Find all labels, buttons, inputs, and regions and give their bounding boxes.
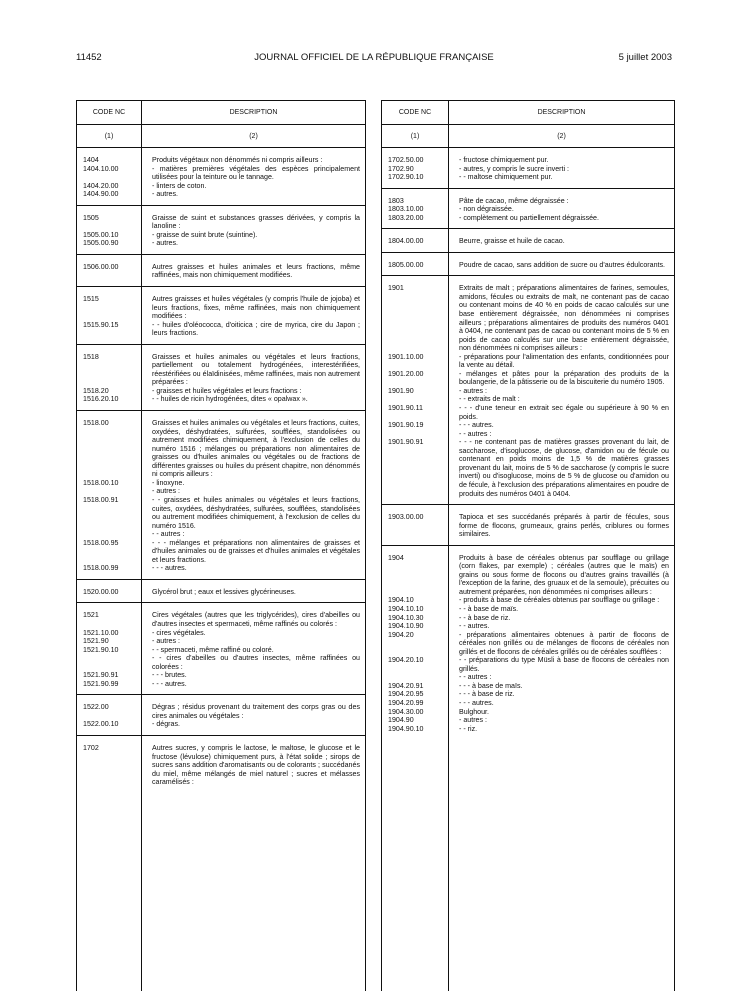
table-row (382, 682, 674, 691)
description-cell: Autres sucres, y compris le lactose, le maltose, le glucose et le fructose (lévulose) chimiquement purs, à l'état solide ; sirops de sucres sans addition d'aromatisants ou de colorants ; succédanés du miel, même mélangés de miel naturel ; sucres et mélasses caramélisés : (152, 743, 360, 787)
description-cell: - - - brutes. (152, 671, 187, 680)
code-cell: 1904.20.10 (388, 656, 424, 665)
description-cell: - - - à base de riz. (459, 690, 515, 699)
table-row (382, 690, 674, 699)
code-cell (77, 654, 141, 671)
table-row (77, 295, 365, 321)
code-cell: 1506.00.00 (83, 262, 119, 271)
table-row (77, 182, 365, 191)
description-cell: - - préparations du type Müsli à base de flocons de céréales non grillés. (459, 656, 669, 673)
description-cell: Produits végétaux non dénommés ni compris ailleurs : (152, 156, 323, 164)
description-cell: Glycérol brut ; eaux et lessives glycérineuses. (152, 587, 296, 596)
table-row (382, 156, 674, 165)
description-cell: - - - autres. (152, 564, 187, 573)
header-number-row (382, 125, 674, 148)
col1-number: (1) (104, 132, 114, 140)
code-cell: 1901.90.11 (388, 404, 423, 413)
description-cell: - - à base de riz. (459, 613, 511, 622)
table-entry (77, 148, 365, 206)
description-cell: - autres. (152, 239, 179, 248)
description-cell: - - autres : (152, 530, 185, 539)
description-cell: - - - autres. (459, 421, 494, 430)
header-row (382, 101, 674, 125)
description-cell: - - autres : (459, 429, 492, 438)
table-row (77, 353, 365, 387)
code-cell: 1505.00.10 (83, 230, 119, 239)
code-cell: 1804.00.00 (388, 237, 424, 246)
description-cell: Bulghour. (459, 707, 489, 716)
table-row (382, 421, 674, 430)
table-row (382, 261, 674, 270)
code-cell: 1901.90.19 (388, 421, 424, 430)
table-row (382, 404, 674, 421)
description-cell: - dégras. (152, 720, 180, 729)
table-entry (382, 276, 674, 505)
code-cell: 1904.10 (388, 596, 414, 605)
table-row (382, 699, 674, 708)
table-row (382, 716, 674, 725)
table-header (77, 101, 365, 147)
description-cell: - - riz. (459, 724, 478, 733)
description-cell: - préparations pour l'alimentation des enfants, conditionnées pour la vente au détail. (459, 352, 669, 370)
table-row (77, 214, 365, 231)
table-row (77, 611, 365, 628)
table-row (382, 353, 674, 370)
description-cell: Poudre de cacao, sans addition de sucre ou d'autres édulcorants. (459, 260, 666, 269)
table-row (382, 205, 674, 214)
table-row (382, 725, 674, 734)
table-row (77, 720, 365, 729)
description-cell: - graisse de suint brute (suintine). (152, 230, 258, 239)
header-number-row (77, 125, 365, 148)
table-row (77, 496, 365, 530)
table-row (77, 564, 365, 573)
table-row (382, 622, 674, 631)
code-cell: 1520.00.00 (83, 587, 119, 596)
description-cell: - autres : (459, 386, 487, 395)
description-cell: - - - ne contenant pas de matières grasses provenant du lait, de saccharose, d'isoglucose, de glucose, d'amidon ou de fécule ou contenant en poids moins de 1,5 % de matières grasses provenant du lait, moins de 5 % de saccharose (y compris le sucre inverti) ou d'isoglucose, moins de 5 % de glucose ou d'amidon ou de fécule, à l'exclusion des préparations alimentaires en poudre de produits des numéros 0401 à 0404. (459, 438, 669, 498)
table-row (382, 605, 674, 614)
code-cell (382, 430, 448, 439)
description-cell: - - cires d'abeilles ou d'autres insectes, même raffinées ou colorées : (152, 654, 360, 671)
code-cell: 1803 (388, 196, 404, 205)
description-cell: Graisses et huiles animales ou végétales et leurs fractions, cuites, oxydées, déshydratées, sulfurées, soufflées, standolisées ou autrement modifiées chimiquement, à l'exclusion de celles du numéro 1516 ; mélanges ou préparations non alimentaires de graisses ou d'huiles animales ou végétales ou de fractions de différentes graisses ou huiles du présent chapitre, non dénommés ni compris ailleurs : (152, 419, 360, 479)
right-table (381, 100, 675, 991)
description-cell: - linoxyne. (152, 478, 185, 487)
code-cell: 1515 (83, 295, 99, 304)
code-cell: 1702.50.00 (388, 156, 424, 164)
table-row (77, 479, 365, 488)
table-entry (77, 345, 365, 411)
right-table-body (382, 148, 674, 991)
table-row (382, 438, 674, 498)
table-header (382, 101, 674, 147)
table-row (77, 671, 365, 680)
description-cell: - - autres : (459, 673, 492, 682)
description-cell: Produits à base de céréales obtenus par soufflage ou grillage (corn flakes, par exemple) ; céréales (autres que le maïs) en grains ou sous forme de flocons ou d'autres grains travaillés (à l'exception de la farine, des gruaux et de la semoule), précuites ou autrement préparées, non dénommées ni comprises ailleurs : (459, 553, 669, 596)
table-row (382, 430, 674, 439)
table-row (77, 629, 365, 638)
code-cell: 1904.20.91 (388, 681, 424, 690)
table-row (77, 646, 365, 655)
code-cell: 1805.00.00 (388, 260, 424, 269)
description-cell: - - - mélanges et préparations non alimentaires de graisses et d'huiles animales ou de graisses et d'huiles animales et végétales et leurs fractions. (152, 538, 360, 564)
code-cell: 1516.20.10 (83, 395, 119, 404)
code-cell: 1518.00 (83, 419, 109, 428)
table-entry (382, 229, 674, 253)
table-row (77, 419, 365, 479)
table-row (382, 513, 674, 539)
code-cell: 1904.20.95 (388, 690, 424, 699)
code-cell: 1521.90.10 (83, 645, 119, 654)
description-cell: - cires végétales. (152, 628, 206, 637)
header-row (77, 101, 365, 125)
code-cell: 1904.90 (388, 716, 414, 725)
table-row (382, 237, 674, 246)
table-row (77, 387, 365, 396)
code-cell: 1904.10.30 (388, 613, 424, 622)
table-row (77, 680, 365, 689)
table-entry (77, 695, 365, 736)
table-row (77, 231, 365, 240)
table-row (77, 637, 365, 646)
code-cell (382, 395, 448, 404)
description-cell: Dégras ; résidus provenant du traitement des corps gras ou des cires animales ou végétales : (152, 703, 360, 720)
description-cell: - - - d'une teneur en extrait sec égale ou supérieure à 90 % en poids. (459, 404, 669, 421)
table-row (77, 395, 365, 404)
table-row (382, 554, 674, 597)
code-cell: 1404.10.00 (83, 164, 119, 173)
code-cell: 1521.90.91 (83, 671, 119, 680)
table-entry (382, 546, 674, 739)
table-entry (77, 580, 365, 604)
table-row (77, 156, 365, 165)
code-cell: 1901.90 (388, 386, 414, 395)
table-entry (382, 253, 674, 277)
table-row (382, 387, 674, 396)
table-row (77, 165, 365, 182)
code-cell: 1518 (83, 352, 99, 361)
description-cell: - autres : (459, 716, 487, 725)
table-entry (382, 505, 674, 546)
left-table (76, 100, 366, 991)
table-entry (77, 736, 365, 793)
table-row (77, 703, 365, 720)
code-cell: 1521.10.00 (83, 628, 119, 637)
code-cell: 1702.90.10 (388, 173, 424, 182)
code-nc-header: CODE NC (398, 109, 432, 116)
code-cell: 1803.10.00 (388, 205, 424, 214)
table-row (382, 614, 674, 623)
table-row (382, 673, 674, 682)
code-cell: 1901.20.00 (388, 369, 424, 378)
table-entry (77, 206, 365, 255)
code-cell: 1904.90.10 (388, 724, 424, 733)
code-cell: 1901.90.91 (388, 438, 424, 447)
code-cell: 1522.00.10 (83, 720, 119, 729)
description-cell: Tapioca et ses succédanés préparés à partir de fécules, sous forme de flocons, grumeaux, grains perlés, criblures ou formes similaires. (459, 513, 669, 539)
description-header: DESCRIPTION (537, 109, 586, 116)
code-cell: 1903.00.00 (388, 513, 424, 522)
table-entry (382, 189, 674, 230)
description-cell: - produits à base de céréales obtenus par soufflage ou grillage : (459, 596, 660, 605)
table-entry (77, 603, 365, 695)
code-cell: 1404.20.00 (83, 181, 119, 190)
table-row (77, 239, 365, 248)
code-cell: 1904.20 (388, 630, 414, 639)
code-cell: 1505 (83, 213, 99, 222)
description-cell: - mélanges et pâtes pour la préparation des produits de la boulangerie, de la pâtisserie ou de la biscuiterie du numéro 1905. (459, 369, 669, 387)
table-row (382, 708, 674, 717)
description-cell: - - à base de maïs. (459, 604, 519, 613)
description-cell: - graisses et huiles végétales et leurs fractions : (152, 386, 302, 395)
table-row (382, 284, 674, 352)
description-cell: - autres : (152, 487, 180, 496)
col1-number: (1) (410, 132, 420, 140)
code-cell: 1515.90.15 (83, 320, 119, 329)
code-cell: 1404 (83, 156, 99, 164)
table-row (77, 487, 365, 496)
table-row (77, 190, 365, 199)
page-header (76, 52, 672, 66)
description-cell: Pâte de cacao, même dégraissée : (459, 196, 569, 205)
description-cell: Graisses et huiles animales ou végétales et leurs fractions, partiellement ou totalement hydrogénées, interestérifiées, réestérifiées ou élaïdinisées, même raffinées, mais non autrement préparées : (152, 352, 360, 387)
code-cell: 1901 (388, 284, 404, 293)
description-cell: - linters de coton. (152, 181, 207, 190)
description-cell: - non dégraissée. (459, 205, 514, 214)
col2-number: (2) (557, 132, 566, 140)
table-row (77, 530, 365, 539)
table-row (382, 173, 674, 182)
code-cell: 1904.10.10 (388, 604, 424, 613)
code-cell: 1521.90 (83, 637, 109, 646)
description-cell: - - spermaceti, même raffiné ou coloré. (152, 645, 274, 654)
table-row (382, 165, 674, 174)
code-cell: 1521.90.99 (83, 679, 119, 688)
description-cell: - complètement ou partiellement dégraissée. (459, 213, 599, 222)
code-cell: 1518.00.10 (83, 478, 119, 487)
description-cell: Beurre, graisse et huile de cacao. (459, 237, 565, 246)
description-cell: - autres, y compris le sucre inverti : (459, 164, 569, 173)
code-cell: 1404.90.00 (83, 190, 119, 199)
table-row (77, 263, 365, 280)
code-cell: 1904.10.90 (388, 622, 424, 631)
description-cell: - - - autres. (459, 698, 494, 707)
description-cell: - - extraits de malt : (459, 395, 520, 404)
code-cell: 1518.00.91 (83, 495, 119, 504)
description-cell: Autres graisses et huiles animales et leurs fractions, même raffinées, mais non chimiquement modifiées. (152, 262, 360, 280)
description-cell: - - autres. (459, 622, 490, 631)
table-row (382, 631, 674, 657)
table-entry (77, 255, 365, 287)
table-row (77, 539, 365, 565)
code-cell: 1702 (83, 743, 99, 752)
code-cell: 1904.30.00 (388, 707, 424, 716)
description-cell: - - huiles de ricin hydrogénées, dites « opalwax ». (152, 395, 308, 404)
table-row (382, 214, 674, 223)
col2-number: (2) (249, 132, 258, 140)
table-row (77, 321, 365, 338)
code-cell: 1518.20 (83, 386, 109, 395)
code-cell: 1505.00.90 (83, 239, 119, 248)
code-cell: 1702.90 (388, 164, 414, 173)
description-cell: Extraits de malt ; préparations alimentaires de farines, semoules, amidons, fécules ou extraits de malt, ne contenant pas de cacao ou contenant moins de 40 % en poids de cacao calculés sur une base entièrement dégraissée, non dénommées ni comprises ailleurs ; préparations alimentaires de produits des numéros 0401 à 0404, ne contenant pas de cacao ou contenant moins de 5 % en poids de cacao calculés sur une base entièrement dégraissée, non dénommées ni comprises ailleurs : (459, 284, 669, 353)
table-row (77, 654, 365, 671)
table-row (382, 197, 674, 206)
description-cell: - - maltose chimiquement pur. (459, 173, 553, 182)
left-table-body (77, 148, 365, 991)
description-cell: - autres : (152, 637, 180, 646)
code-cell: 1518.00.99 (83, 564, 119, 573)
code-cell: 1901.10.00 (388, 352, 424, 361)
description-cell: - - - autres. (152, 679, 187, 688)
table-row (77, 744, 365, 787)
description-cell: - préparations alimentaires obtenues à partir de flocons de céréales non grillés ou de mélanges de flocons de céréales non grillés et de flocons de céréales grillés ou de céréales soufflées : (459, 630, 669, 656)
code-nc-header: CODE NC (92, 109, 126, 116)
table-entry (77, 287, 365, 345)
code-cell (382, 673, 448, 682)
code-cell: 1904 (388, 553, 404, 562)
description-cell: - - - à base de maïs. (459, 681, 523, 690)
description-cell: - autres. (152, 190, 179, 199)
description-cell: Autres graisses et huiles végétales (y compris l'huile de jojoba) et leurs fractions, fixes, même raffinées, mais non chimiquement modifiées : (152, 295, 360, 321)
code-cell: 1904.20.99 (388, 698, 424, 707)
code-cell: 1518.00.95 (83, 538, 119, 547)
description-cell: Cires végétales (autres que les triglycérides), cires d'abeilles ou d'autres insectes et spermaceti, même raffinés ou colorés : (152, 611, 360, 628)
journal-title: JOURNAL OFFICIEL DE LA RÉPUBLIQUE FRANÇAISE (254, 52, 494, 63)
table-row (77, 588, 365, 597)
description-cell: - - huiles d'oléococca, d'oiticica ; cire de myrica, cire du Japon ; leurs fractions. (152, 320, 360, 338)
page-number: 11452 (76, 52, 102, 63)
table-entry (77, 411, 365, 580)
code-cell (77, 487, 141, 496)
description-cell: - matières premières végétales des espèces principalement utilisées pour la teinture ou le tannage. (152, 164, 360, 182)
description-cell: - - graisses et huiles animales ou végétales et leurs fractions, cuites, oxydées, déshydratées, sulfurées, soufflées, standolisées ou autrement modifiées chimiquement, à l'exclusion de celles du numéro 1516. (152, 495, 360, 530)
table-entry (382, 148, 674, 189)
table-row (382, 656, 674, 673)
publication-date: 5 juillet 2003 (618, 52, 672, 63)
description-cell: - fructose chimiquement pur. (459, 156, 549, 164)
description-cell: Graisse de suint et substances grasses dérivées, y compris la lanoline : (152, 213, 360, 231)
table-row (382, 370, 674, 387)
code-cell: 1521 (83, 611, 99, 620)
code-cell: 1803.20.00 (388, 213, 424, 222)
table-row (382, 596, 674, 605)
code-cell: 1522.00 (83, 703, 109, 712)
description-header: DESCRIPTION (229, 109, 278, 116)
table-row (382, 395, 674, 404)
code-cell (77, 530, 141, 539)
